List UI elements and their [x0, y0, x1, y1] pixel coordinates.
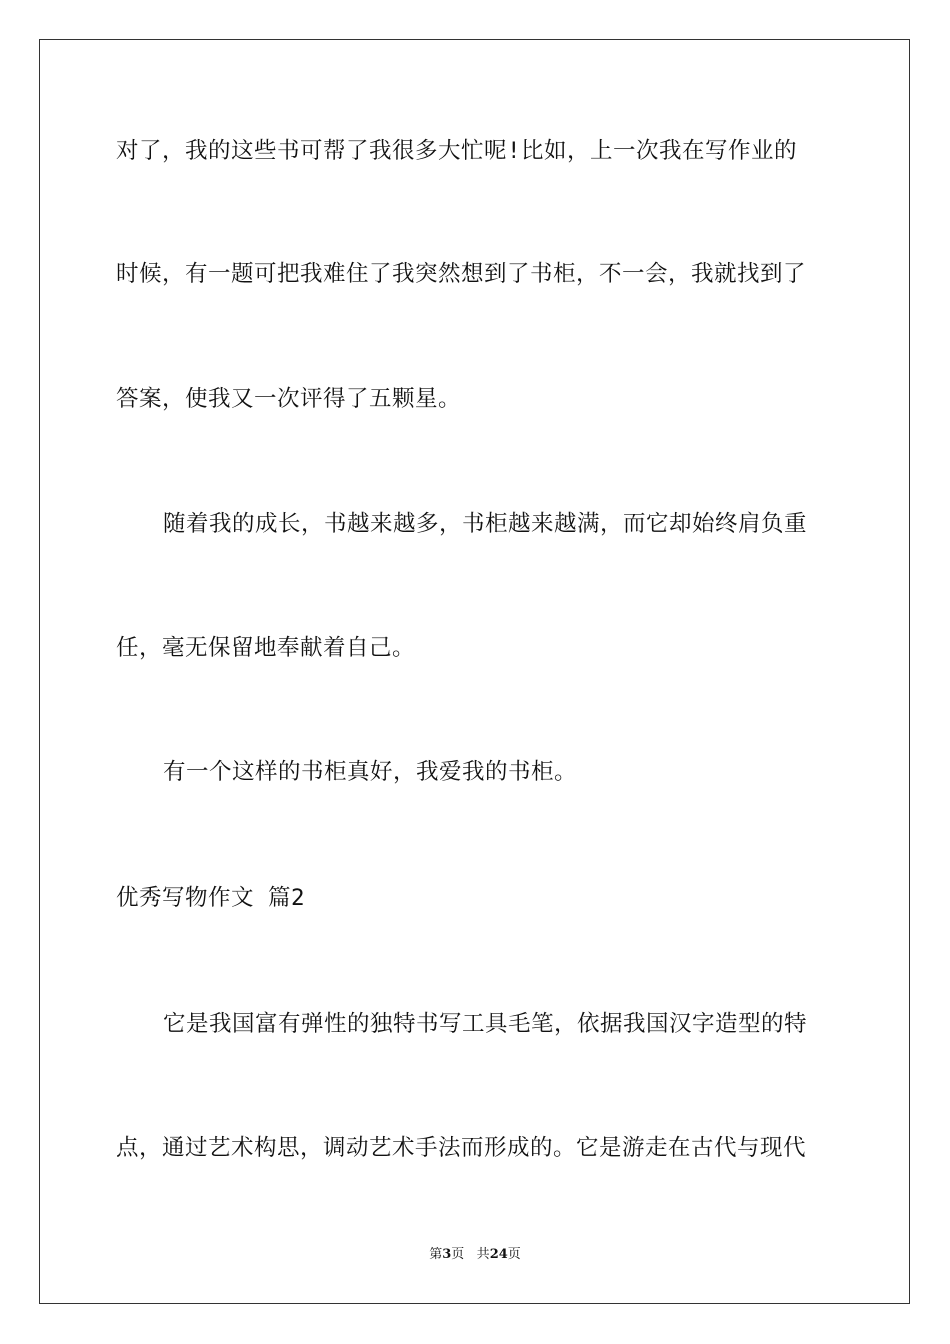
footer-total-suffix: 页: [507, 1247, 521, 1262]
footer-page-prefix: 第: [429, 1247, 443, 1262]
footer-page-total: 24: [489, 1247, 508, 1262]
footer-total-prefix: 共: [476, 1247, 490, 1262]
paragraph-1-line-3: 答案，使我又一次评得了五颗星。: [116, 386, 462, 412]
page-footer: [0, 1247, 950, 1263]
paragraph-4-line-1: 它是我国富有弹性的独特书写工具毛笔，依据我国汉字造型的特: [163, 1011, 808, 1037]
paragraph-1-line-1: 对了，我的这些书可帮了我很多大忙呢!比如，上一次我在写作业的: [116, 138, 798, 164]
page-frame: [39, 39, 910, 1304]
footer-page-current: 3: [442, 1247, 452, 1262]
paragraph-2-line-2: 任，毫无保留地奉献着自己。: [116, 635, 416, 661]
paragraph-3-line-1: 有一个这样的书柜真好，我爱我的书柜。: [163, 759, 578, 785]
paragraph-1-line-2: 时候，有一题可把我难住了我突然想到了书柜，不一会，我就找到了: [116, 261, 807, 287]
paragraph-4-line-2: 点，通过艺术构思，调动艺术手法而形成的。它是游走在古代与现代: [116, 1135, 807, 1161]
section-heading: 优秀写物作文 篇2: [116, 885, 306, 911]
paragraph-2-line-1: 随着我的成长，书越来越多，书柜越来越满，而它却始终肩负重: [163, 511, 808, 537]
footer-page-suffix: 页: [451, 1247, 465, 1262]
